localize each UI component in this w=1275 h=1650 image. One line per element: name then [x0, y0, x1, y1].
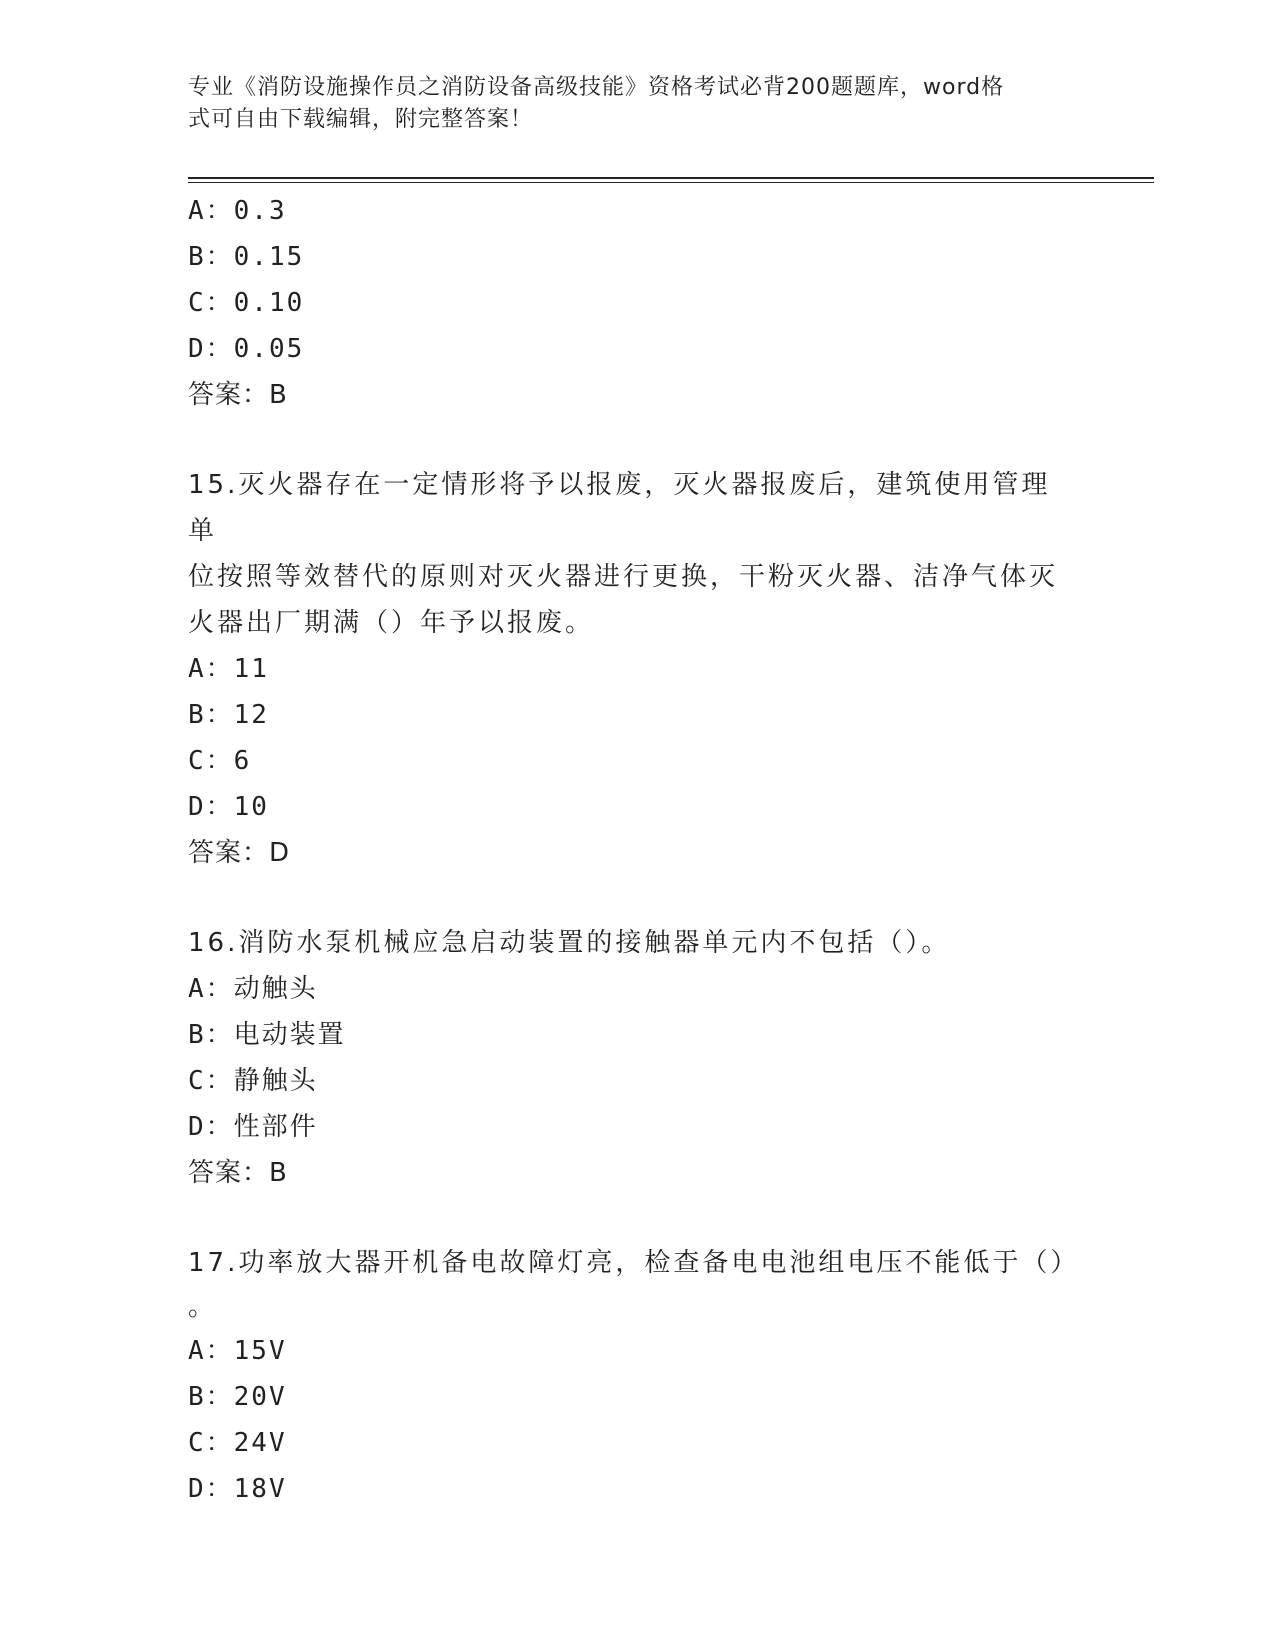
question-text-line-2: 。 — [188, 1292, 218, 1322]
option-d: D：18V — [188, 1474, 287, 1504]
option-a: A：11 — [188, 654, 269, 684]
question-text-line-1: 17.功率放大器开机备电故障灯亮，检查备电电池组电压不能低于（） — [188, 1248, 1080, 1278]
question-14 — [188, 188, 1088, 418]
answer: 答案：B — [188, 380, 288, 410]
option-a: A：动触头 — [188, 974, 318, 1004]
option-b: B：20V — [188, 1382, 287, 1412]
header-divider-thin — [188, 182, 1154, 183]
option-a: A：0.3 — [188, 196, 287, 226]
option-c: C：0.10 — [188, 288, 305, 318]
option-c: C：静触头 — [188, 1066, 318, 1096]
option-a: A：15V — [188, 1336, 287, 1366]
question-15 — [188, 462, 1088, 876]
header-divider-thick — [188, 177, 1154, 179]
option-d: D：0.05 — [188, 334, 305, 364]
header-line-1: 专业《消防设施操作员之消防设备高级技能》资格考试必背200题题库，word格 — [188, 75, 1005, 100]
option-d: D：10 — [188, 792, 269, 822]
option-d: D：性部件 — [188, 1112, 318, 1142]
document-header — [188, 72, 1068, 136]
header-line-2: 式可自由下载编辑，附完整答案！ — [188, 107, 534, 132]
question-text-line-1: 16.消防水泵机械应急启动装置的接触器单元内不包括（）。 — [188, 928, 951, 958]
option-c: C：24V — [188, 1428, 287, 1458]
question-list — [188, 188, 1088, 1512]
option-b: B：12 — [188, 700, 269, 730]
question-text-line-2: 位按照等效替代的原则对灭火器进行更换，干粉灭火器、洁净气体灭 — [188, 562, 1059, 592]
answer: 答案：D — [188, 838, 291, 868]
answer: 答案：B — [188, 1158, 288, 1188]
option-b: B：0.15 — [188, 242, 305, 272]
question-17 — [188, 1240, 1088, 1512]
option-c: C：6 — [188, 746, 252, 776]
question-16 — [188, 920, 1088, 1196]
option-b: B：电动装置 — [188, 1020, 346, 1050]
question-text-line-1: 15.灭火器存在一定情形将予以报废，灭火器报废后，建筑使用管理单 — [188, 470, 1051, 546]
question-text-line-3: 火器出厂期满（）年予以报废。 — [188, 608, 595, 638]
